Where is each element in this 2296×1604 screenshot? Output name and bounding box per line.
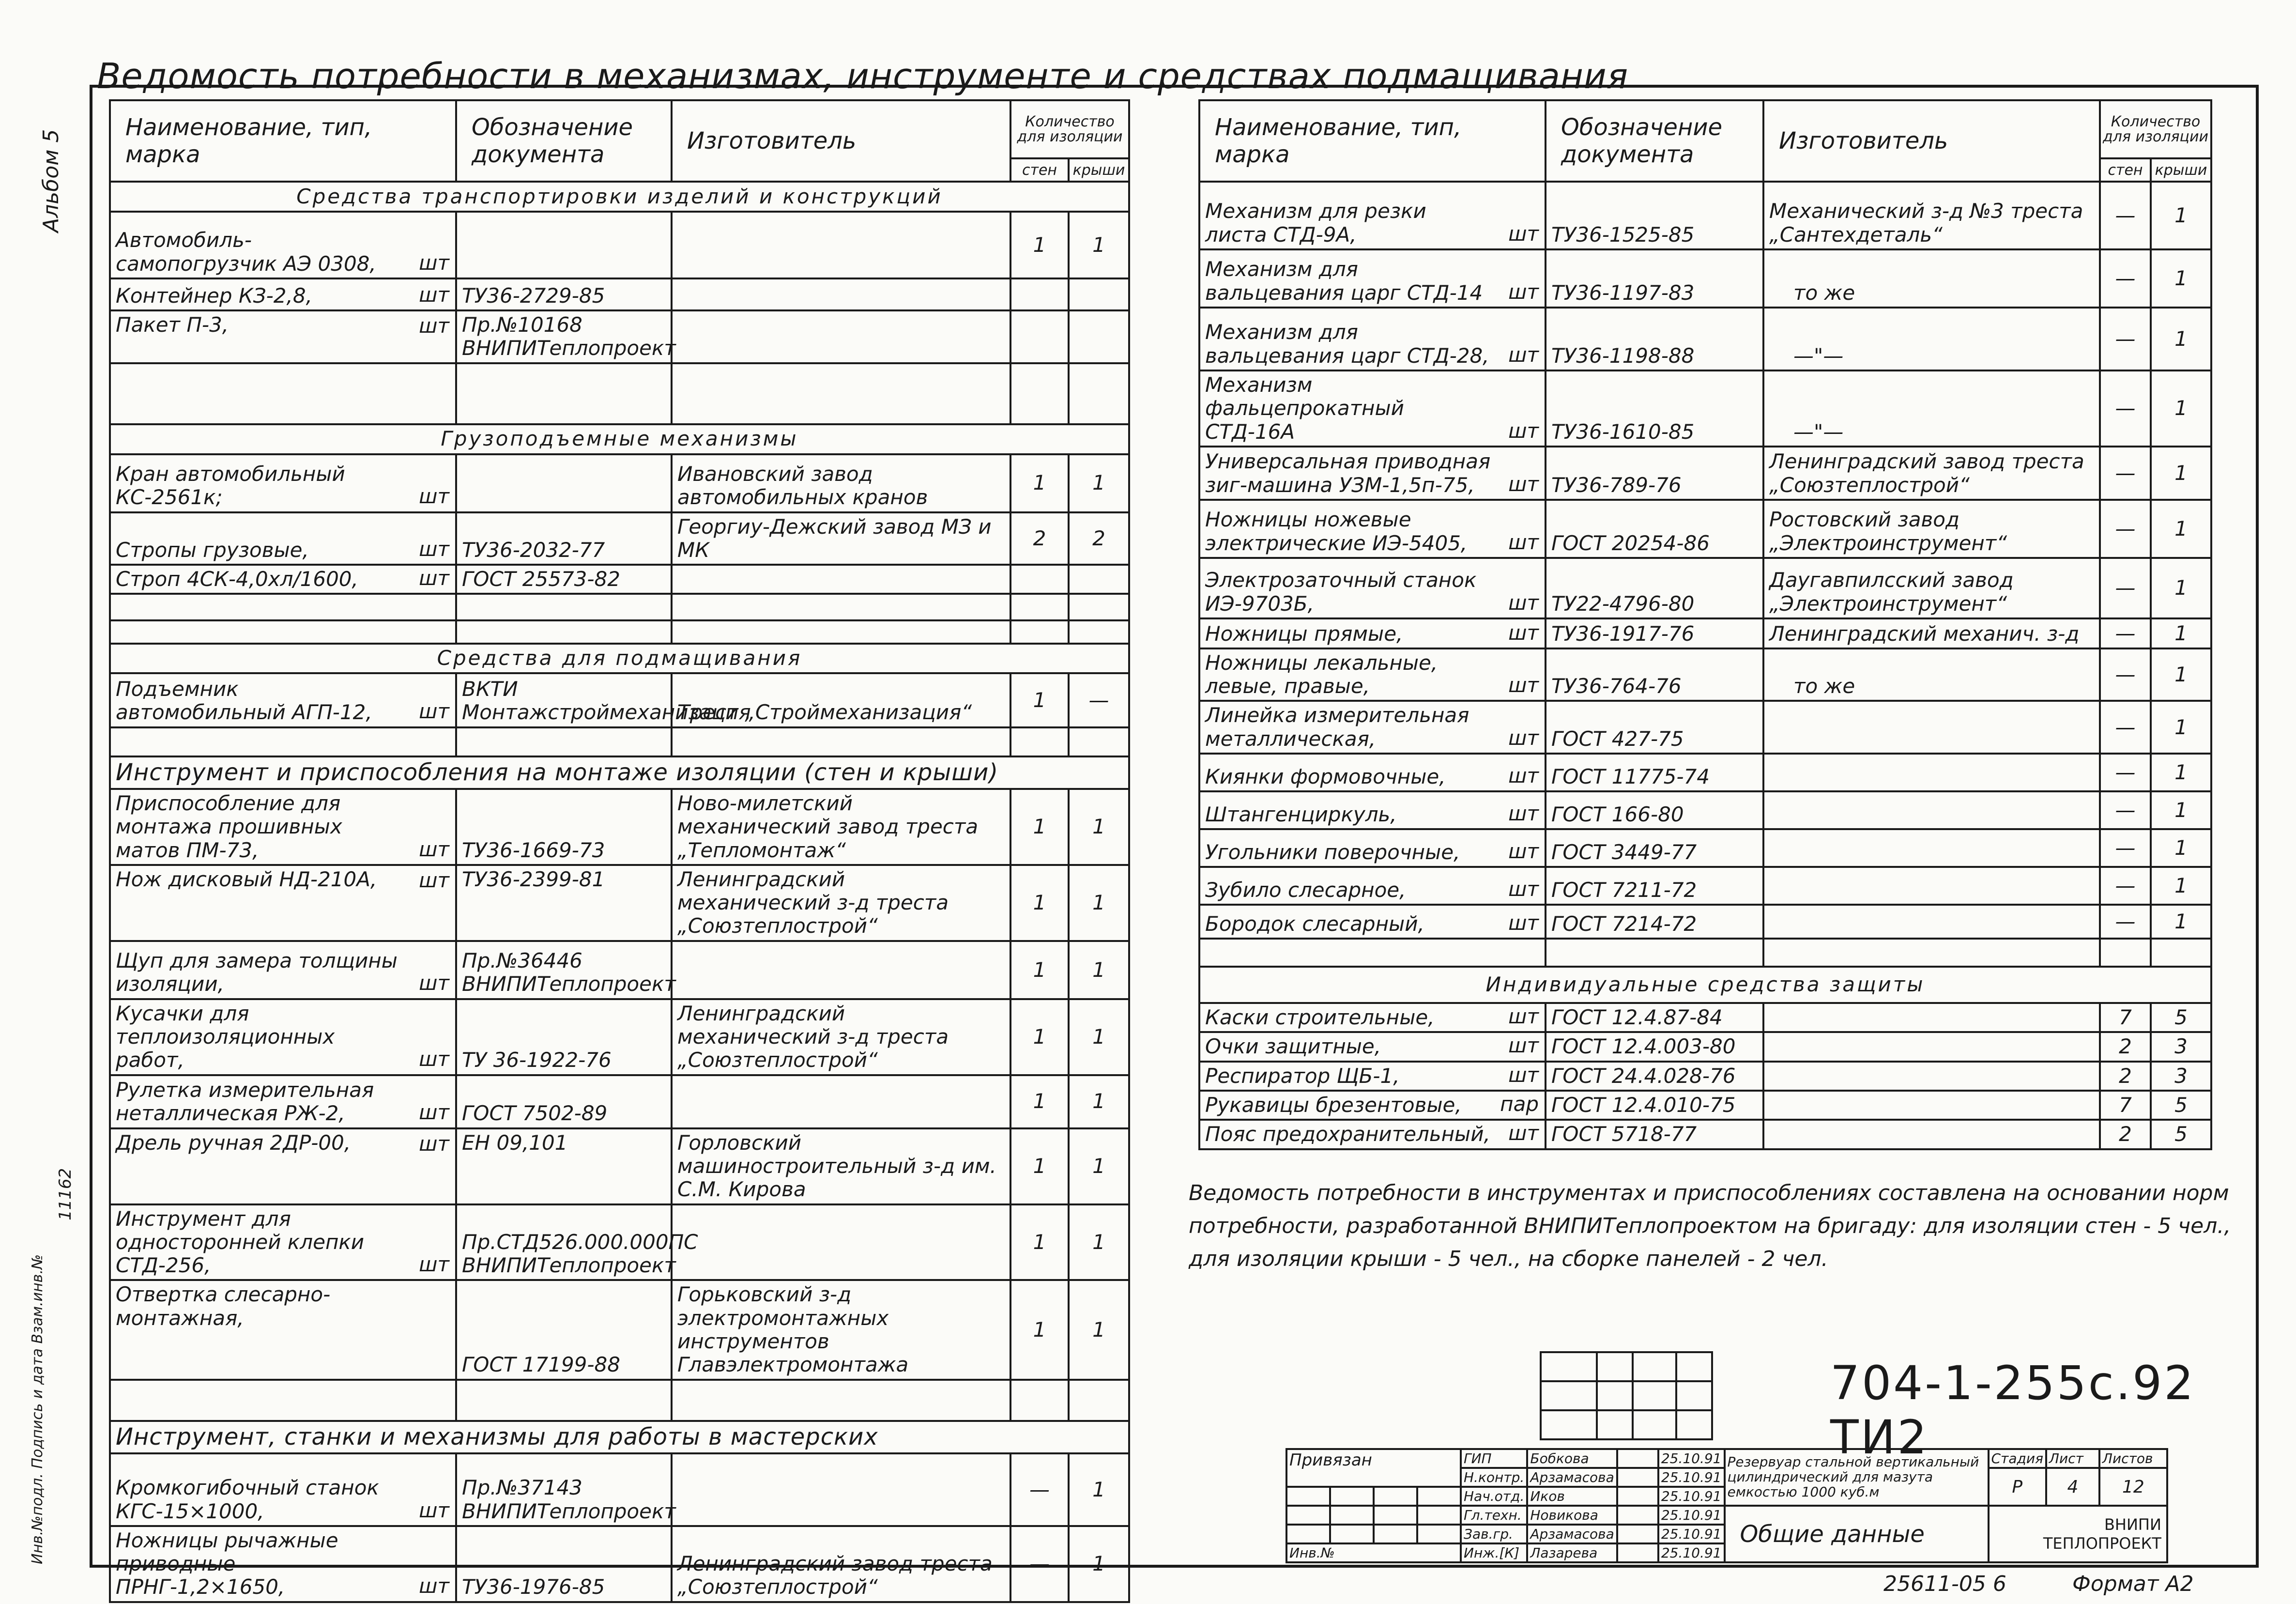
table-row: Рукавицы брезентовые, пар ГОСТ 12.4.010-75 7 5	[1199, 1091, 2211, 1120]
section-title: Индивидуальные средства защиты	[1199, 967, 2211, 1003]
table-row: Респиратор ЩБ-1, шт ГОСТ 24.4.028-76 2 3	[1199, 1062, 2211, 1091]
privyazan-label: Привязан	[1286, 1449, 1461, 1487]
table-row: Строп 4СК-4,0хл/1600, шт ГОСТ 25573-82	[110, 565, 1129, 594]
table-row: Электрозаточный станок ИЭ-9703Б, шт ТУ22-4796-80 Даугавпилсский завод „Электроинструмент“ — 1	[1199, 558, 2211, 618]
header-name: Наименование, тип, марка	[110, 100, 456, 182]
left-table	[109, 99, 1130, 1603]
section-title: Средства для подмащивания	[110, 644, 1129, 673]
footer-number: 25611-05 6	[1883, 1572, 2006, 1596]
margin-number: 11162	[56, 1168, 75, 1220]
table-row: Кран автомобильный КС-2561к; шт Ивановский завод автомобильных кранов 1 1	[110, 454, 1129, 512]
header-walls: стен	[2100, 158, 2151, 182]
section-title: Средства транспортировки изделий и конструкций	[110, 182, 1129, 212]
table-row: Кромкогибочный станок КГС-15×1000, шт Пр.№37143 ВНИПИТеплопроект — 1	[110, 1453, 1129, 1526]
table-row: Пакет П-3, шт Пр.№10168 ВНИПИТеплопроект	[110, 310, 1129, 363]
table-row: Угольники поверочные, шт ГОСТ 3449-77 — 1	[1199, 829, 2211, 867]
section-title: Инструмент, станки и механизмы для работы в мастерских	[110, 1421, 1129, 1453]
header-maker: Изготовитель	[672, 100, 1010, 182]
table-row: Ножницы прямые, шт ТУ36-1917-76 Ленинградский механич. з-д — 1	[1199, 618, 2211, 648]
table-row: Механизм для резки листа СТД-9А, шт ТУ36-1525-85 Механический з-д №3 треста „Сантехдеталь“ — 1	[1199, 182, 2211, 249]
header-walls: стен	[1010, 158, 1069, 182]
header-name: Наименование, тип, марка	[1199, 100, 1546, 182]
table-row: Механизм для вальцевания царг СТД-28, шт ТУ36-1198-88 —"— — 1	[1199, 308, 2211, 370]
header-doc: Обозначение документа	[456, 100, 672, 182]
table-row: Приспособление для монтажа прошивных матов ПМ-73, шт ТУ36-1669-73 Ново-милетский механический завод треста „Тепломонтаж“ 1 1	[110, 789, 1129, 865]
section-title: Инструмент и приспособления на монтаже изоляции (стен и крыши)	[110, 756, 1129, 789]
object-name: Резервуар стальной вертикальный цилиндрический для мазута емкостью 1000 куб.м	[1725, 1449, 1989, 1506]
inv-label: Инв.№	[1286, 1543, 1461, 1562]
table-row: Пояс предохранительный, шт ГОСТ 5718-77 2 5	[1199, 1120, 2211, 1149]
header-qty: Количество для изоляции	[2100, 100, 2211, 158]
table-row: Ножницы лекальные, левые, правые, шт ТУ36-764-76 то же — 1	[1199, 648, 2211, 701]
table-row: Нож дисковый НД-210А, шт ТУ36-2399-81 Ленинградский механический з-д треста „Союзтеплострой“ 1 1	[110, 865, 1129, 941]
table-row: Штангенциркуль, шт ГОСТ 166-80 — 1	[1199, 791, 2211, 829]
table-row: Очки защитные, шт ГОСТ 12.4.003-80 2 3	[1199, 1032, 2211, 1061]
table-row: Кусачки для теплоизоляционных работ, шт ТУ 36-1922-76 Ленинградский механический з-д треста „Союзтеплострой“ 1 1	[110, 999, 1129, 1075]
table-row: Киянки формовочные, шт ГОСТ 11775-74 — 1	[1199, 754, 2211, 791]
table-row: Бородок слесарный, шт ГОСТ 7214-72 — 1	[1199, 905, 2211, 939]
margin-inventory-label: Инв.№подл. Подпись и дата Взам.инв.№	[29, 1254, 46, 1564]
document-title: Ведомость потребности в механизмах, инструменте и средствах подмащивания	[97, 56, 1629, 96]
table-row: Зубило слесарное, шт ГОСТ 7211-72 — 1	[1199, 867, 2211, 905]
table-row: Стропы грузовые, шт ТУ36-2032-77 Георгиу-Дежский завод МЗ и МК 2 2	[110, 512, 1129, 565]
right-table	[1198, 99, 2212, 1150]
table-row: Каски строительные, шт ГОСТ 12.4.87-84 7 5	[1199, 1003, 2211, 1032]
section-title: Грузоподъемные механизмы	[110, 424, 1129, 454]
table-row: Механизм для вальцевания царг СТД-14 шт ТУ36-1197-83 то же — 1	[1199, 249, 2211, 308]
table-row: Универсальная приводная зиг-машина УЗМ-1,5п-75, шт ТУ36-789-76 Ленинградский завод треста „Союзтеплострой“ — 1	[1199, 447, 2211, 500]
table-row: Ножницы ножевые электрические ИЭ-5405, шт ГОСТ 20254-86 Ростовский завод „Электроинструмент“ — 1	[1199, 500, 2211, 558]
header-maker: Изготовитель	[1763, 100, 2100, 182]
table-row: Рулетка измерительная неталлическая РЖ-2, шт ГОСТ 7502-89 1 1	[110, 1075, 1129, 1128]
table-row: Отвертка слесарно-монтажная, ГОСТ 17199-88 Горьковский з-д электромонтажных инструментов Главэлектромонтажа 1 1	[110, 1280, 1129, 1379]
format-label: Формат А2	[2072, 1572, 2194, 1596]
table-row: Щуп для замера толщины изоляции, шт Пр.№36446 ВНИПИТеплопроект 1 1	[110, 941, 1129, 999]
table-row: Ножницы рычажные приводные ПРНГ-1,2×1650, шт ТУ36-1976-85 Ленинградский завод треста „Союзтеплострой“ — 1	[110, 1526, 1129, 1602]
table-row: Дрель ручная 2ДР-00, шт ЕН 09,101 Горловский машиностроительный з-д им. С.М. Кирова 1 1	[110, 1128, 1129, 1204]
header-roof: крыши	[1069, 158, 1129, 182]
table-row: Подъемник автомобильный АГП-12, шт ВКТИ Монтажстроймеханизация Трест „Строймеханизация“ 1 —	[110, 673, 1129, 727]
organization: ВНИПИ ТЕПЛОПРОЕКТ	[1989, 1506, 2167, 1562]
header-qty: Количество для изоляции	[1010, 100, 1129, 158]
header-doc: Обозначение документа	[1546, 100, 1763, 182]
table-row: Линейка измерительная металлическая, шт ГОСТ 427-75 — 1	[1199, 701, 2211, 754]
table-row: Инструмент для односторонней клепки СТД-256, шт Пр.СТД526.000.000ПС ВНИПИТеплопроект 1 1	[110, 1204, 1129, 1280]
table-row: Контейнер КЗ-2,8, шт ТУ36-2729-85	[110, 278, 1129, 310]
table-row: Механизм фальцепрокатный СТД-16А шт ТУ36-1610-85 —"— — 1	[1199, 370, 2211, 447]
stamp-table: Привязан ГИП Бобкова 25.10.91 Резервуар стальной вертикальный цилиндрический для мазута емкостью 1000 куб.м Стадия Лист Листов Н.контр. Арзамасова 25.10.91 Р 4 12 Нач.отд. Иков 25.10.91 Гл.техн. Новикова 25.10.91 Общие данные ВНИПИ ТЕПЛОПРОЕКТ Зав.гр. Арзамасова 25.10.91 Инв.№ Инж.[К] Лазарева 25.10.91	[1286, 1448, 2168, 1563]
sheet-title: Общие данные	[1725, 1506, 1989, 1562]
drawing-code: 704-1-255с.92 ТИ2	[1830, 1356, 2196, 1465]
table-row: Автомобиль-самопогрузчик АЭ 0308, шт 1 1	[110, 212, 1129, 278]
note-text: Ведомость потребности в инструментах и приспособлениях составлена на основании норм потребности, разработанной ВНИПИТеплопроектом на бригаду: для изоляции стен - 5 чел., для изоляции крыши - 5 чел., на сборке панелей - 2 чел.	[1189, 1181, 2231, 1272]
album-label: Альбом 5	[39, 129, 63, 232]
header-roof: крыши	[2151, 158, 2211, 182]
